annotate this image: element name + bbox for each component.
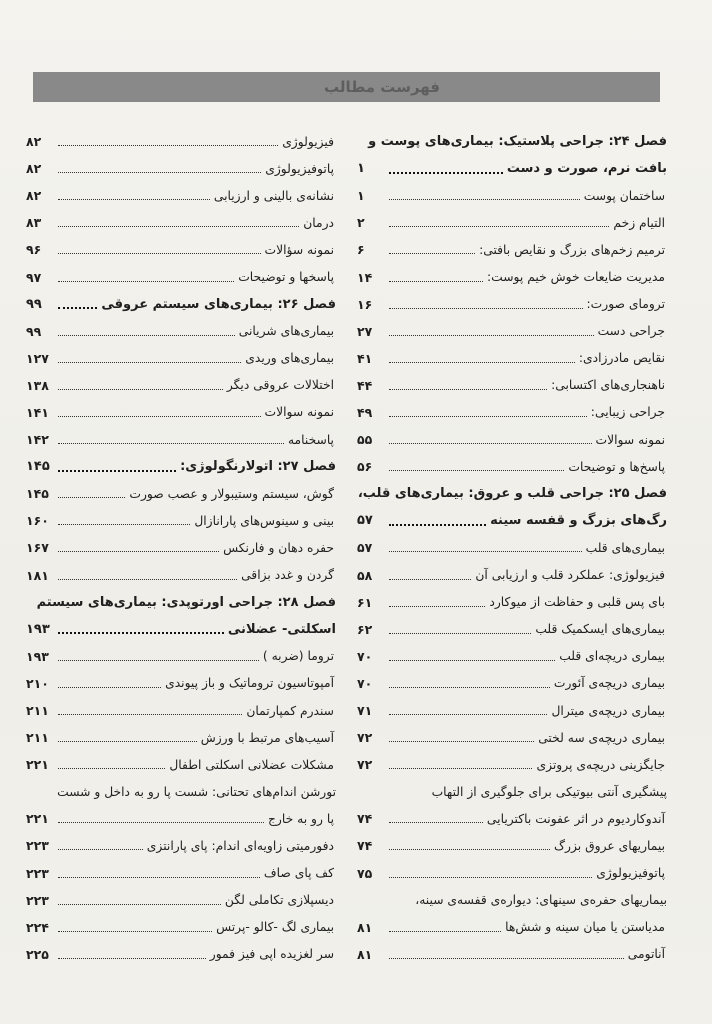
toc-entry-row xyxy=(357,318,667,345)
page-number: ۷۵ xyxy=(357,865,373,881)
dot-leader xyxy=(389,281,483,282)
chapter-title: رگ‌های بزرگ و قفسه سینه xyxy=(490,513,667,529)
page-number: ۱۴۱ xyxy=(26,404,49,420)
page-number: ۲۷ xyxy=(357,323,373,339)
toc-entry-row xyxy=(357,860,667,887)
toc-chapter-heading-line xyxy=(26,589,336,616)
dot-leader xyxy=(389,308,583,309)
toc-entry-row xyxy=(26,507,336,534)
entry-title: آسیب‌های مرتبط با ورزش xyxy=(200,730,334,745)
dot-leader xyxy=(389,389,547,390)
toc-entry-row xyxy=(26,480,336,507)
toc-chapter-row xyxy=(26,291,336,318)
toc-entry-row xyxy=(26,914,336,941)
entry-title: نقایص مادرزادی: xyxy=(578,351,665,366)
toc-entry-row xyxy=(26,562,336,589)
entry-title: نمونه سوالات xyxy=(264,405,334,420)
entry-title: گوش، سیستم وستیبولار و عصب صورت xyxy=(129,486,334,501)
entry-title: سر لغزیده اپی فیز فمور xyxy=(209,947,334,962)
dot-leader xyxy=(58,172,261,173)
toc-entry-row xyxy=(26,399,336,426)
page-number: ۸۲ xyxy=(26,161,42,177)
page-number: ۱۴۲ xyxy=(26,432,49,448)
dot-leader xyxy=(389,199,580,200)
page-number: ۷۴ xyxy=(357,838,373,854)
page-number: ۴۴ xyxy=(357,377,373,393)
toc-entry-row xyxy=(26,128,336,155)
entry-title: پاسخنامه xyxy=(287,432,334,447)
entry-title: کف پای صاف xyxy=(263,866,334,881)
page-number: ۲۲۴ xyxy=(26,919,49,935)
page-number: ۲۲۱ xyxy=(26,811,49,827)
page-number: ۱۹۳ xyxy=(26,648,49,664)
entry-title: بیماری دریچه‌ی میترال xyxy=(551,703,665,718)
dot-leader xyxy=(389,443,592,444)
toc-entry-line xyxy=(26,778,336,805)
toc-entry-row xyxy=(26,860,336,887)
entry-title: مدیریت ضایعات خوش خیم پوست: xyxy=(486,270,665,285)
dot-leader xyxy=(389,253,475,254)
dot-leader xyxy=(58,741,197,742)
entry-title: مشکلات عضلانی اسکلتی اطفال xyxy=(169,757,334,772)
dot-leader xyxy=(389,362,575,363)
entry-title: بیماری دریچه‌ی سه لختی xyxy=(538,730,665,745)
toc-chapter-row xyxy=(26,616,336,643)
toc-chapter-heading-line xyxy=(357,480,667,507)
dot-leader xyxy=(58,470,176,472)
toc-entry-row xyxy=(26,832,336,859)
entry-title: فیزیولوژی: عملکرد قلب و ارزیابی آن xyxy=(475,568,665,583)
chapter-title: فصل ۲۸: جراحی اورتوپدی: بیماری‌های سیستم xyxy=(36,594,336,610)
dot-leader xyxy=(389,822,483,823)
toc-entry-row xyxy=(26,263,336,290)
page-number: ۹۹ xyxy=(26,296,42,312)
page-number: ۴۱ xyxy=(357,350,373,366)
entry-title: آمپوتاسیون تروماتیک و باز پیوندی xyxy=(165,676,334,691)
toc-entry-row xyxy=(357,399,667,426)
entry-title: نشانه‌ی بالینی و ارزیابی xyxy=(213,188,334,203)
dot-leader xyxy=(389,714,547,715)
entry-title: آناتومی xyxy=(627,947,665,962)
entry-title: دیسپلازی تکاملی لگن xyxy=(224,893,334,908)
toc-entry-row xyxy=(26,372,336,399)
toc-entry-row xyxy=(26,697,336,724)
page-number: ۸۲ xyxy=(26,188,42,204)
dot-leader xyxy=(389,416,587,417)
toc-entry-row xyxy=(26,534,336,561)
dot-leader xyxy=(389,606,485,607)
entry-title: التیام زخم xyxy=(613,215,665,230)
page-number: ۲۲۵ xyxy=(26,946,49,962)
toc-right-column xyxy=(357,128,667,968)
page-number: ۵۸ xyxy=(357,567,373,583)
dot-leader xyxy=(58,632,224,634)
entry-title: بیماری‌های شریانی xyxy=(238,324,334,339)
toc-entry-row xyxy=(26,941,336,968)
dot-leader xyxy=(58,335,235,336)
dot-leader xyxy=(58,687,161,688)
dot-leader xyxy=(389,579,471,580)
dot-leader xyxy=(58,849,143,850)
entry-title: پاسخها و توضیحات xyxy=(238,270,334,285)
dot-leader xyxy=(58,226,299,227)
toc-entry-row xyxy=(357,751,667,778)
page-number: ۲۱۱ xyxy=(26,730,49,746)
page-number: ۹۹ xyxy=(26,323,42,339)
dot-leader xyxy=(389,524,486,526)
toc-entry-row xyxy=(357,453,667,480)
toc-title: فهرست مطالب xyxy=(324,78,440,96)
dot-leader xyxy=(58,931,212,932)
toc-entry-row xyxy=(357,616,667,643)
dot-leader xyxy=(58,958,206,959)
toc-chapter-row xyxy=(357,155,667,182)
dot-leader xyxy=(58,145,278,146)
entry-title: جراحی زیبایی: xyxy=(590,405,665,420)
entry-title: بیماری لگ -کالو -پرتس xyxy=(216,920,334,935)
page-number: ۱۴ xyxy=(357,269,373,285)
dot-leader xyxy=(58,904,221,905)
chapter-title: فصل ۲۷: اتولارنگولوژی: xyxy=(180,459,336,475)
toc-entry-row xyxy=(357,209,667,236)
dot-leader xyxy=(389,660,555,661)
page-number: ۱۹۳ xyxy=(26,621,50,637)
dot-leader xyxy=(58,362,241,363)
dot-leader xyxy=(58,253,261,254)
dot-leader xyxy=(58,199,210,200)
page-number: ۶۱ xyxy=(357,594,373,610)
dot-leader xyxy=(58,551,219,552)
entry-title: حفره دهان و فارنکس xyxy=(223,540,334,555)
page-number: ۲۲۳ xyxy=(26,838,49,854)
toc-entry-row xyxy=(26,887,336,914)
toc-entry-row xyxy=(26,236,336,263)
toc-chapter-row xyxy=(26,453,336,480)
dot-leader xyxy=(389,931,501,932)
page-number: ۸۱ xyxy=(357,946,373,962)
entry-title: نمونه سؤالات xyxy=(264,242,334,257)
entry-title: جایگزینی دریچه‌ی پروتزی xyxy=(536,757,665,772)
page-number: ۱۲۷ xyxy=(26,350,49,366)
page-number: ۸۳ xyxy=(26,215,42,231)
toc-entry-row xyxy=(357,345,667,372)
entry-title: فیزیولوژی xyxy=(282,134,334,149)
dot-leader xyxy=(389,958,624,959)
page-number: ۷۱ xyxy=(357,703,373,719)
entry-title: پاتوفیزیولوژی xyxy=(596,866,665,881)
page-number: ۷۰ xyxy=(357,648,373,664)
dot-leader xyxy=(58,822,264,823)
dot-leader xyxy=(58,877,260,878)
page-number: ۹۷ xyxy=(26,269,42,285)
page-number: ۱۶ xyxy=(357,296,373,312)
page-number: ۶۲ xyxy=(357,621,373,637)
toc-entry-row xyxy=(357,236,667,263)
entry-title: آندوکاردیوم در اثر عفونت باکتریایی xyxy=(486,811,665,826)
dot-leader xyxy=(389,226,609,227)
dot-leader xyxy=(58,281,234,282)
dot-leader xyxy=(58,524,190,525)
page-number: ۸۲ xyxy=(26,134,42,150)
page-number: ۱۳۸ xyxy=(26,377,49,393)
entry-title: پیشگیری آنتی بیوتیکی برای جلوگیری از التهاب xyxy=(431,784,667,799)
page-number: ۱۴۵ xyxy=(26,486,49,502)
toc-entry-row xyxy=(357,291,667,318)
entry-title: بیماری‌های قلب xyxy=(585,540,665,555)
page-number: ۲۲۳ xyxy=(26,892,49,908)
page-number: ۱۴۵ xyxy=(26,459,50,475)
page-number: ۹۶ xyxy=(26,242,42,258)
dot-leader xyxy=(58,307,97,309)
toc-entry-row xyxy=(357,805,667,832)
toc-entry-row xyxy=(26,182,336,209)
dot-leader xyxy=(389,687,550,688)
dot-leader xyxy=(389,335,594,336)
dot-leader xyxy=(389,768,532,769)
toc-entry-row xyxy=(357,697,667,724)
toc-entry-line xyxy=(357,778,667,805)
toc-entry-row xyxy=(357,670,667,697)
toc-entry-row xyxy=(26,805,336,832)
toc-entry-row xyxy=(26,318,336,345)
entry-title: سندرم کمپارتمان xyxy=(246,703,334,718)
chapter-title: اسکلتی- عضلانی xyxy=(227,621,336,637)
page-number: ۱۶۷ xyxy=(26,540,49,556)
toc-entry-row xyxy=(26,670,336,697)
page-number: ۸۱ xyxy=(357,919,373,935)
dot-leader xyxy=(389,470,564,471)
dot-leader xyxy=(58,714,242,715)
dot-leader xyxy=(58,579,237,580)
toc-entry-row xyxy=(357,263,667,290)
entry-title: ترمیم زخم‌های بزرگ و نقایص بافتی: xyxy=(479,242,665,257)
entry-title: مدیاستن یا میان سینه و شش‌ها xyxy=(505,920,665,935)
toc-entry-row xyxy=(26,345,336,372)
toc-header-bar xyxy=(33,72,660,102)
toc-entry-row xyxy=(357,643,667,670)
page-number: ۱۶۰ xyxy=(26,513,49,529)
toc-chapter-heading-line xyxy=(357,128,667,155)
entry-title: دفورمیتی زاویه‌ای اندام: پای پارانتزی xyxy=(146,838,334,853)
entry-title: بیماریهای حفره‌ی سینهای: دیواره‌ی قفسه‌ی سینه، xyxy=(415,893,667,908)
dot-leader xyxy=(389,877,592,878)
toc-entry-row xyxy=(26,724,336,751)
dot-leader xyxy=(389,172,503,174)
dot-leader xyxy=(58,416,261,417)
toc-entry-row xyxy=(26,155,336,182)
page-number: ۲۲۱ xyxy=(26,757,49,773)
dot-leader xyxy=(389,741,534,742)
entry-title: پا رو به خارج xyxy=(267,811,334,826)
dot-leader xyxy=(58,389,223,390)
page-number: ۱ xyxy=(357,188,365,204)
toc-entry-row xyxy=(26,643,336,670)
toc-entry-row xyxy=(357,832,667,859)
toc-entry-row xyxy=(357,182,667,209)
page-number: ۲ xyxy=(357,215,365,231)
page-number: ۵۷ xyxy=(357,540,373,556)
entry-title: بای پس قلبی و حفاظت از میوکارد xyxy=(489,595,665,610)
entry-title: گردن و غدد بزاقی xyxy=(241,568,334,583)
entry-title: پاتوفیزیولوژی xyxy=(265,161,334,176)
toc-entry-line xyxy=(357,887,667,914)
entry-title: درمان xyxy=(303,215,334,230)
entry-title: بیماریهای عروق بزرگ xyxy=(554,838,665,853)
toc-entry-row xyxy=(357,589,667,616)
toc-entry-row xyxy=(357,562,667,589)
toc-chapter-row xyxy=(357,507,667,534)
page-number: ۶ xyxy=(357,242,365,258)
page-number: ۱۸۱ xyxy=(26,567,49,583)
page-number: ۲۱۰ xyxy=(26,675,49,691)
page-number: ۱ xyxy=(357,161,365,177)
page-number: ۵۵ xyxy=(357,432,373,448)
toc-entry-row xyxy=(357,941,667,968)
chapter-title: فصل ۲۴: جراحی پلاستیک: بیماری‌های پوست و xyxy=(368,134,667,150)
page-number: ۷۰ xyxy=(357,675,373,691)
entry-title: پاسخ‌ها و توضیحات xyxy=(568,459,665,474)
page-number: ۴۹ xyxy=(357,404,373,420)
toc-entry-row xyxy=(357,372,667,399)
entry-title: اختلالات عروقی دیگر xyxy=(226,378,334,393)
entry-title: بیماری دریچه‌ای قلب xyxy=(559,649,665,664)
chapter-title: فصل ۲۶: بیماری‌های سیستم عروقی xyxy=(101,296,336,312)
page-number: ۲۲۳ xyxy=(26,865,49,881)
toc-left-column xyxy=(26,128,336,968)
dot-leader xyxy=(389,633,531,634)
page-number: ۷۲ xyxy=(357,730,373,746)
dot-leader xyxy=(389,551,582,552)
entry-title: بینی و سینوس‌های پارانازال xyxy=(194,513,334,528)
page-number: ۷۴ xyxy=(357,811,373,827)
entry-title: جراحی دست xyxy=(597,324,665,339)
toc-entry-row xyxy=(357,724,667,751)
chapter-title: بافت نرم، صورت و دست xyxy=(506,161,667,177)
entry-title: بیماری‌های ایسکمیک قلب xyxy=(535,622,665,637)
page-number: ۵۶ xyxy=(357,459,373,475)
dot-leader xyxy=(58,660,259,661)
page-number: ۷۲ xyxy=(357,757,373,773)
entry-title: بیماری‌های وریدی xyxy=(245,351,334,366)
toc-entry-row xyxy=(357,534,667,561)
dot-leader xyxy=(389,849,550,850)
toc-entry-row xyxy=(26,426,336,453)
toc-entry-row xyxy=(26,751,336,778)
entry-title: تورشن اندام‌های تحتانی: شست پا رو به داخل و شست xyxy=(57,784,336,799)
entry-title: ساختمان پوست xyxy=(583,188,665,203)
page-number: ۲۱۱ xyxy=(26,703,49,719)
toc-entry-row xyxy=(357,426,667,453)
entry-title: نمونه سوالات xyxy=(595,432,665,447)
page-number: ۵۷ xyxy=(357,513,373,529)
dot-leader xyxy=(58,443,284,444)
dot-leader xyxy=(58,497,125,498)
entry-title: ناهنجاری‌های اکتسابی: xyxy=(551,378,665,393)
chapter-title: فصل ۲۵: جراحی قلب و عروق: بیماری‌های قلب، xyxy=(357,486,667,502)
toc-entry-row xyxy=(26,209,336,236)
entry-title: بیماری دریچه‌ی آئورت xyxy=(553,676,665,691)
entry-title: تروما (ضربه ) xyxy=(262,649,334,664)
toc-entry-row xyxy=(357,914,667,941)
dot-leader xyxy=(58,768,165,769)
entry-title: ترومای صورت: xyxy=(586,297,665,312)
